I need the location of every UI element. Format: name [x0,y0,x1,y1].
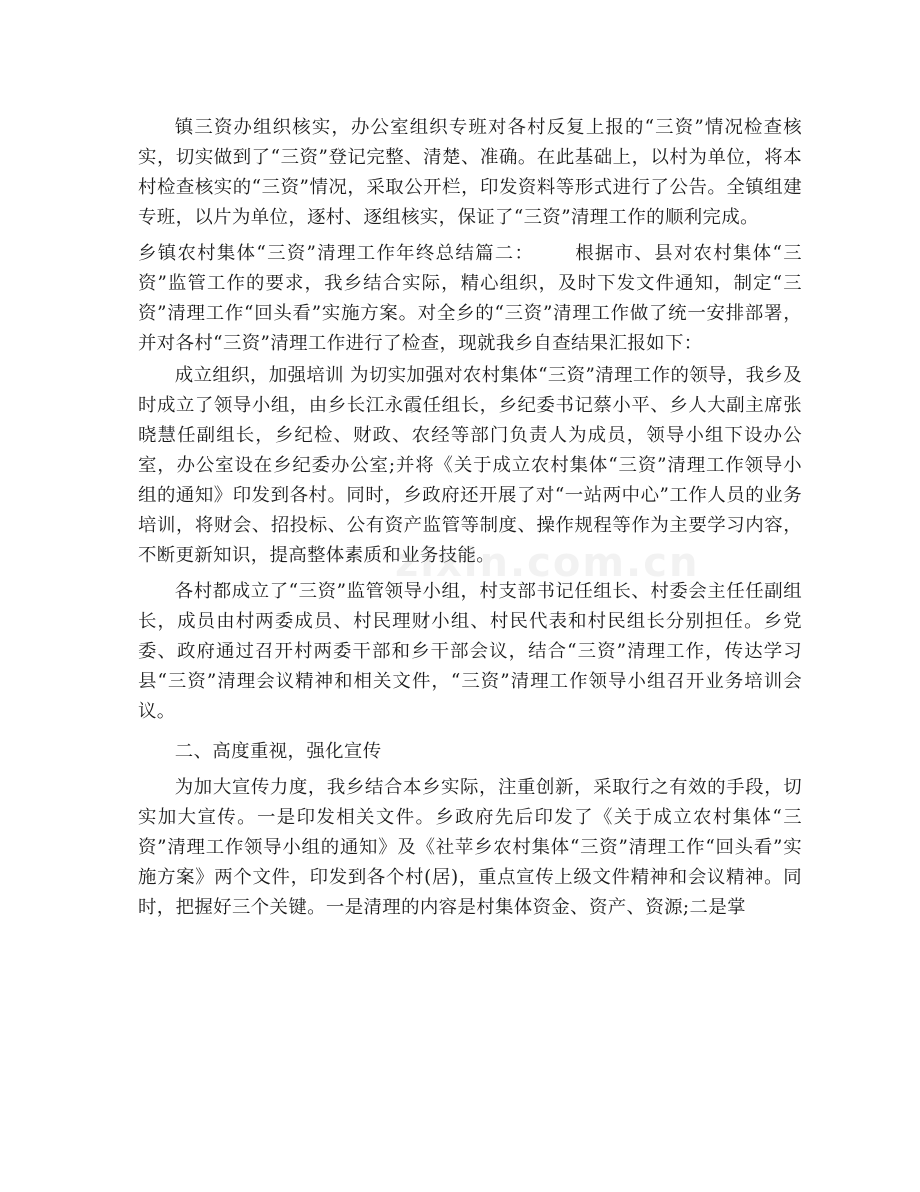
paragraph-section1-second: 各村都成立了“三资”监管领导小组，村支部书记任组长、村委会主任任副组长，成员由村两委成员、村民理财小组、村民代表和村民组长分别担任。乡党委、政府通过召开村两委干部和乡干部会议，结合“三资”清理工作，传达学习县“三资”清理会议精神和相关文件，“三资”清理工作领导小组召开业务培训会议。 [138,581,802,722]
paragraph-intro: 镇三资办组织核实，办公室组织专班对各村反复上报的“三资”情况检查核实，切实做到了“三资”登记完整、清楚、准确。在此基础上，以村为单位，将本村检查核实的“三资”情况，采取公开栏，印发资料等形式进行了公告。全镇组建专班，以片为单位，逐村、逐组核实，保证了“三资”清理工作的顺利完成。 [138,117,802,228]
section1-lead: 成立组织，加强培训 [174,365,344,386]
paragraph-section2: 为加大宣传力度，我乡结合本乡实际，注重创新，采取行之有效的手段，切实加大宣传。一是印发相关文件。乡政府先后印发了《关于成立农村集体“三资”清理工作领导小组的通知》及《社苹乡农村集体“三资”清理工作“回头看”实施方案》两个文件，印发到各个村(居)，重点宣传上级文件精神和会议精神。同时，把握好三个关键。一是清理的内容是村集体资金、资产、资源;二是掌 [138,777,802,918]
watermark-text: zixin.com.cn [395,540,700,586]
article-title: 乡镇农村集体“三资”清理工作年终总结篇二： [138,243,535,264]
section1-body: 为切实加强对农村集体“三资”清理工作的领导，我乡及时成立了领导小组，由乡长江永霞任组长，乡纪委书记蔡小平、乡人大副主席张晓慧任副组长，乡纪检、财政、农经等部门负责人为成员，领导小组下设办公室，办公室设在乡纪委办公室;并将《关于成立农村集体“三资”清理工作领导小组的通知》印发到各村。同时，乡政府还开展了对“一站两中心”工作人员的业务培训，将财会、招投标、公有资产监管等制度、操作规程等作为主要学习内容，不断更新知识，提高整体素质和业务技能。 [138,365,802,566]
section2-heading: 二、高度重视，强化宣传 [174,741,382,762]
article-opening: 根据市、县对农村集体“三资”监管工作的要求，我乡结合实际，精心组织，及时下发文件通知，制定“三资”清理工作“回头看”实施方案。对全乡的“三资”清理工作做了统一安排部署，并对各村“三资”清理工作进行了检查，现就我乡自查结果汇报如下： [138,243,802,354]
paragraph-section1 [138,361,802,571]
paragraph-title-line [138,239,802,359]
document-body [138,113,802,929]
